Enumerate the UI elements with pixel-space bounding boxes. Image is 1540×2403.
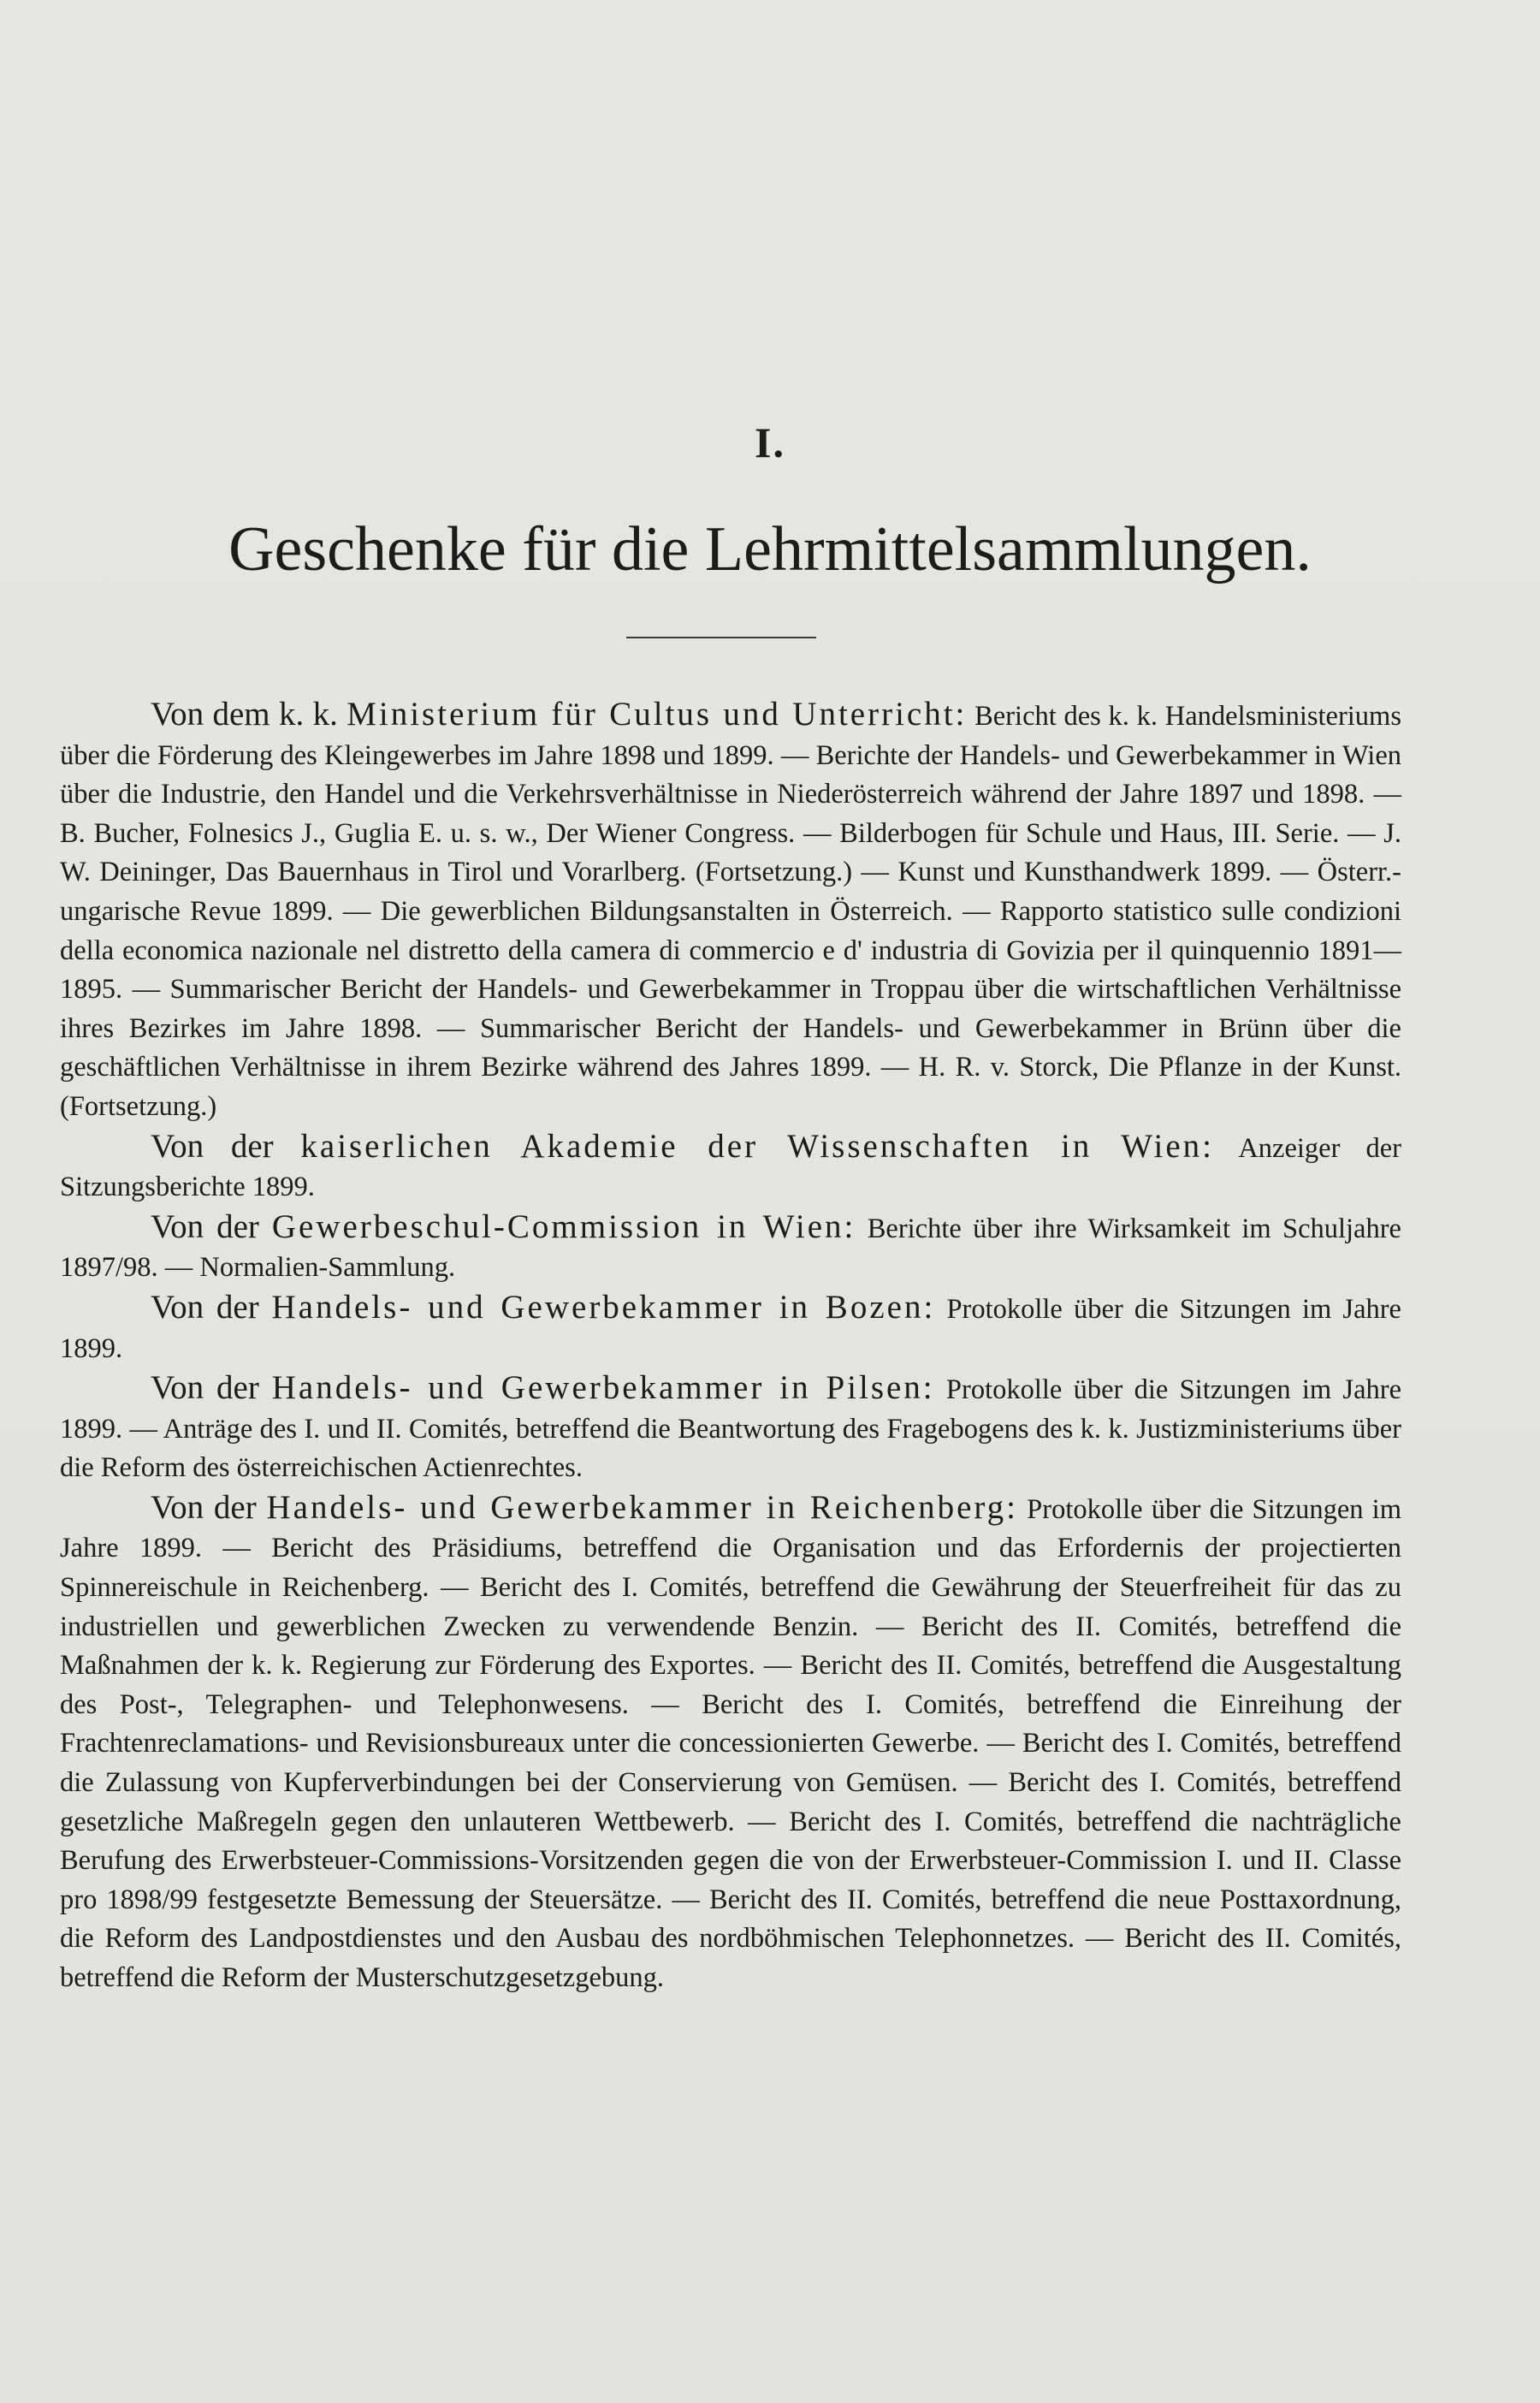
entry-prefix: Von der bbox=[151, 1488, 267, 1526]
entry-text: Bericht des k. k. Handelsministeriums über die Förderung des Kleingewerbes im Jahre 1898 und 1899. — Berichte der Handels- und Gewerbekammer in Wien über die Industrie, den Handel und die Verkehrsverhältnisse in Niederösterreich während der Jahre 1897 und 1898. — B. Bucher, Folnesics J., Guglia E. u. s. w., Der Wiener Congress. — Bilderbogen für Schule und Haus, III. Serie. — J. W. Deininger, Das Bauernhaus in Tirol und Vorarlberg. (Fortsetzung.) — Kunst und Kunsthandwerk 1899. — Österr.-ungarische Revue 1899. — Die gewerblichen Bildungsanstalten in Österreich. — Rapporto statistico sulle condizioni della economica nazionale nel distretto della camera di commercio e d' industria di Govizia per il quinquennio 1891—1895. — Summarischer Bericht der Handels- und Gewerbekammer in Troppau über die wirtschaftlichen Verhältnisse ihres Bezirkes im Jahre 1898. — Summarischer Bericht der Handels- und Gewerbekammer in Brünn über die geschäftlichen Verhältnisse in ihrem Bezirke während des Jahres 1899. — H. R. v. Storck, Die Pflanze in der Kunst. (Fortsetzung.) bbox=[60, 701, 1401, 1122]
entry-text: Berichte über ihre Wirksamkeit im Schuljahre 1897/98. — Normalien-Sammlung. bbox=[60, 1213, 1401, 1284]
entry-text: Anzeiger der Sitzungsberichte 1899. bbox=[60, 1132, 1401, 1203]
donor-name: Handels- und Gewerbekammer in Bozen: bbox=[271, 1288, 936, 1326]
entry-prefix: Von dem k. k. bbox=[151, 696, 347, 733]
donation-list bbox=[60, 695, 1401, 1998]
title-divider bbox=[626, 637, 816, 638]
entry-prefix: Von der bbox=[151, 1127, 301, 1165]
section-numeral: I. bbox=[755, 418, 785, 466]
section-title: Geschenke für die Lehrmittelsammlungen. bbox=[228, 514, 1312, 584]
entry-text: Protokolle über die Sitzungen im Jahre 1899. bbox=[60, 1293, 1401, 1364]
entry-text: Protokolle über die Sitzungen im Jahre 1899. — Bericht des Präsidiums, betreffend die Organisation und das Erfordernis der projectierten Spinnereischule in Reichenberg. — Bericht des I. Comités, betreffend die Gewährung der Steuerfreiheit für das zu industriellen und gewerblichen Zwecken zu verwendende Benzin. — Bericht des II. Comités, betreffend die Maßnahmen der k. k. Regierung zur Förderung des Exportes. — Bericht des II. Comités, betreffend die Ausgestaltung des Post-, Telegraphen- und Telephonwesens. — Bericht des I. Comités, betreffend die Einreihung der Frachtenreclamations- und Revisionsbureaux unter die concessionierten Gewerbe. — Bericht des I. Comités, betreffend die Zulassung von Kupferverbindungen bei der Conservierung von Gemüsen. — Bericht des I. Comités, betreffend gesetzliche Maßregeln gegen den unlauteren Wettbewerb. — Bericht des I. Comités, betreffend die nachträgliche Berufung des Erwerbsteuer-Commissions-Vorsitzenden gegen die von der Erwerbsteuer-Commission I. und II. Classe pro 1898/99 festgesetzte Bemessung der Steuersätze. — Bericht des II. Comités, betreffend die neue Posttaxordnung, die Reform des Landpostdienstes und den Ausbau des nordböhmischen Telephonnetzes. — Bericht des II. Comités, betreffend die Reform der Musterschutzgesetzgebung. bbox=[60, 1493, 1401, 1993]
donor-name: kaiserlichen Akademie der Wissenschaften in Wien: bbox=[300, 1127, 1215, 1165]
entry-prefix: Von der bbox=[151, 1207, 272, 1245]
donor-name: Gewerbeschul-Commission in Wien: bbox=[271, 1207, 856, 1245]
donation-entry bbox=[60, 1127, 1401, 1207]
entry-prefix: Von der bbox=[151, 1369, 272, 1407]
entry-prefix: Von der bbox=[151, 1288, 272, 1326]
donor-name: Handels- und Gewerbekammer in Reichenberg: bbox=[266, 1488, 1019, 1526]
donation-entry bbox=[60, 1288, 1401, 1368]
donation-entry bbox=[60, 1368, 1401, 1488]
entry-text: Protokolle über die Sitzungen im Jahre 1899. — Anträge des I. und II. Comités, betreffend die Beantwortung des Fragebogens des k. k. Justizministeriums über die Reform des österreichischen Actienrechtes. bbox=[60, 1374, 1402, 1484]
donation-entry bbox=[60, 1207, 1401, 1288]
donation-entry bbox=[60, 695, 1401, 1127]
donation-entry bbox=[60, 1488, 1401, 1998]
donor-name: Ministerium für Cultus und Unterricht: bbox=[346, 696, 968, 733]
donor-name: Handels- und Gewerbekammer in Pilsen: bbox=[271, 1369, 935, 1407]
